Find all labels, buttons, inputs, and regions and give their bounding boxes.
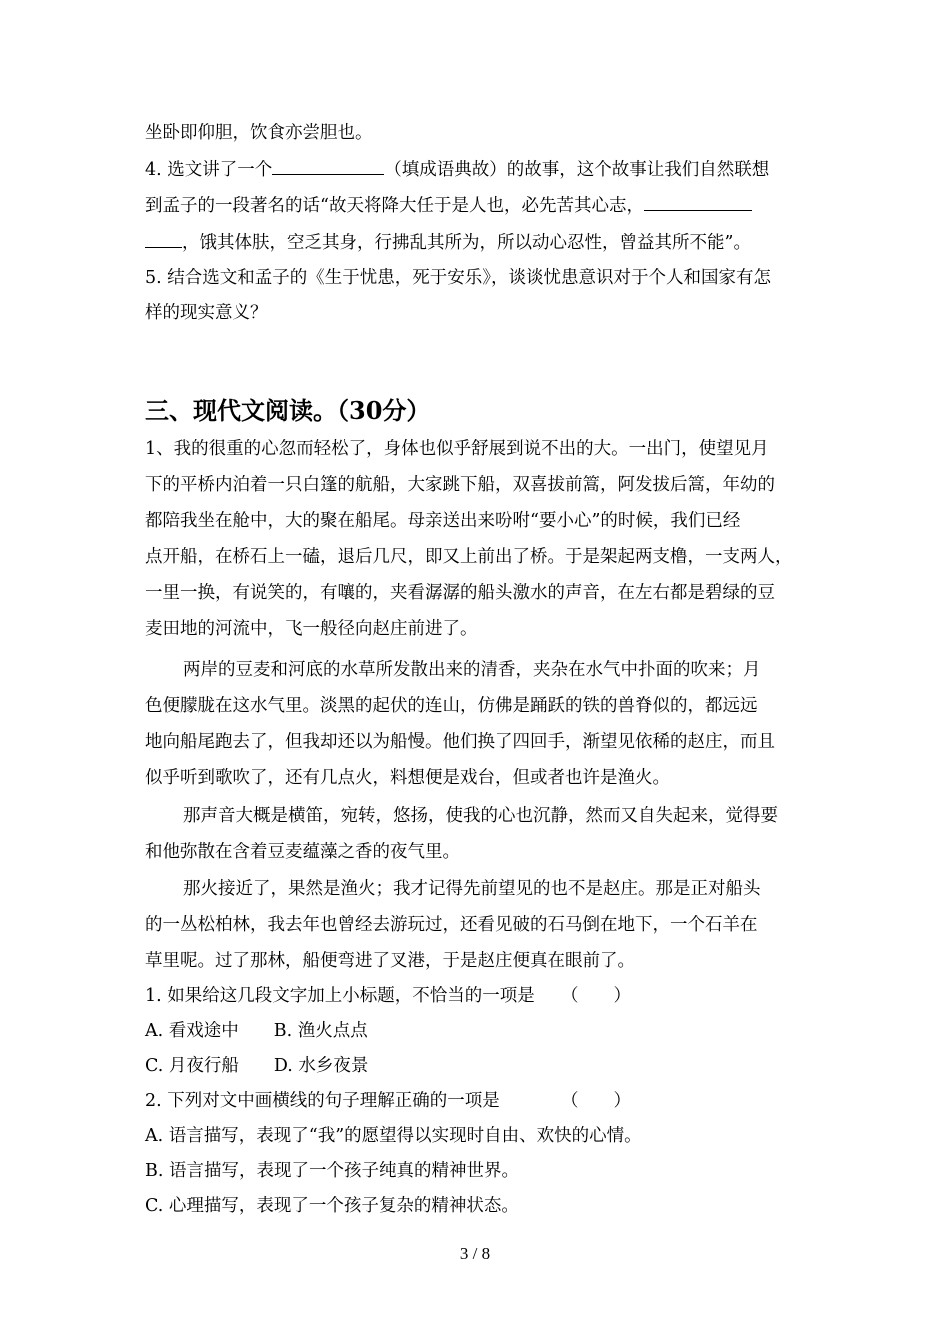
passage-line: 色便朦胧在这水气里。淡黑的起伏的连山，仿佛是踊跃的铁的兽脊似的，都远远 bbox=[145, 696, 758, 716]
text-line: 坐卧即仰胆，饮食亦尝胆也。 bbox=[145, 123, 373, 143]
question-4-line-3 bbox=[145, 231, 751, 254]
passage-line: 和他弥散在含着豆麦蕴藻之香的夜气里。 bbox=[145, 842, 460, 862]
passage-line: 下的平桥内泊着一只白篷的航船，大家跳下船，双喜拔前篙，阿发拔后篙，年幼的 bbox=[145, 475, 775, 495]
passage-line: 草里呢。过了那林，船便弯进了叉港，于是赵庄便真在眼前了。 bbox=[145, 951, 635, 971]
answer-blank[interactable] bbox=[272, 158, 384, 175]
passage-line: 两岸的豆麦和河底的水草所发散出来的清香，夹杂在水气中扑面的吹来；月 bbox=[183, 660, 761, 680]
passage-line: 那声音大概是横笛，宛转，悠扬，使我的心也沉静，然而又自失起来，觉得要 bbox=[183, 806, 778, 826]
question-2-option-b: B. 语言描写，表现了一个孩子纯真的精神世界。 bbox=[145, 1161, 519, 1181]
section-heading: 三、现代文阅读。（30分） bbox=[145, 396, 431, 425]
passage-line: 麦田地的河流中，飞一般径向赵庄前进了。 bbox=[145, 619, 478, 639]
question-4-suffix: （填成语典故）的故事，这个故事让我们自然联想 bbox=[384, 160, 770, 180]
answer-blank[interactable] bbox=[145, 231, 182, 248]
page-number: 3 / 8 bbox=[459, 1244, 491, 1263]
passage-line: 似乎听到歌吹了，还有几点火，料想便是戏台，但或者也许是渔火。 bbox=[145, 768, 670, 788]
passage-line: 都陪我坐在舱中，大的聚在船尾。母亲送出来吩咐“要小心”的时候，我们已经 bbox=[145, 511, 741, 531]
question-5-line-1: 5. 结合选文和孟子的《生于忧患，死于安乐》，谈谈忧患意识对于个人和国家有怎 bbox=[145, 268, 772, 288]
passage-line: 点开船，在桥石上一磕，退后几尺，即又上前出了桥。于是架起两支橹，一支两人， bbox=[145, 547, 793, 567]
question-1-options-cd: C. 月夜行船 D. 水乡夜景 bbox=[145, 1056, 369, 1076]
question-2-option-c: C. 心理描写，表现了一个孩子复杂的精神状态。 bbox=[145, 1196, 519, 1216]
passage-line: 一里一换，有说笑的，有嚷的，夹看潺潺的船头激水的声音，在左右都是碧绿的豆 bbox=[145, 583, 775, 603]
question-2-option-a: A. 语言描写，表现了“我”的愿望得以实现时自由、欢快的心情。 bbox=[145, 1126, 642, 1146]
passage-line: 那火接近了，果然是渔火；我才记得先前望见的也不是赵庄。那是正对船头 bbox=[183, 879, 761, 899]
question-1: 1. 如果给这几段文字加上小标题，不恰当的一项是 （ ） bbox=[145, 986, 632, 1006]
question-4-quote: 到孟子的一段著名的话“故天将降大任于是人也，必先苦其心志， bbox=[145, 196, 644, 216]
question-4-prefix: 4. 选文讲了一个 bbox=[145, 160, 273, 180]
question-4-line-1 bbox=[145, 158, 769, 181]
question-4-line-2 bbox=[145, 194, 752, 217]
question-4-quote-end: ，饿其体肤，空乏其身，行拂乱其所为，所以动心忍性，曾益其所不能”。 bbox=[182, 233, 751, 253]
passage-line: 地向船尾跑去了，但我却还以为船慢。他们换了四回手，渐望见依稀的赵庄，而且 bbox=[145, 732, 775, 752]
answer-blank[interactable] bbox=[644, 194, 752, 211]
question-2: 2. 下列对文中画横线的句子理解正确的一项是 （ ） bbox=[145, 1091, 632, 1111]
question-5-line-2: 样的现实意义？ bbox=[145, 303, 268, 323]
question-1-options-ab: A. 看戏途中 B. 渔火点点 bbox=[145, 1021, 368, 1041]
passage-line: 的一丛松柏林，我去年也曾经去游玩过，还看见破的石马倒在地下，一个石羊在 bbox=[145, 915, 758, 935]
passage-line: 1、我的很重的心忽而轻松了，身体也似乎舒展到说不出的大。一出门，使望见月 bbox=[145, 439, 769, 459]
